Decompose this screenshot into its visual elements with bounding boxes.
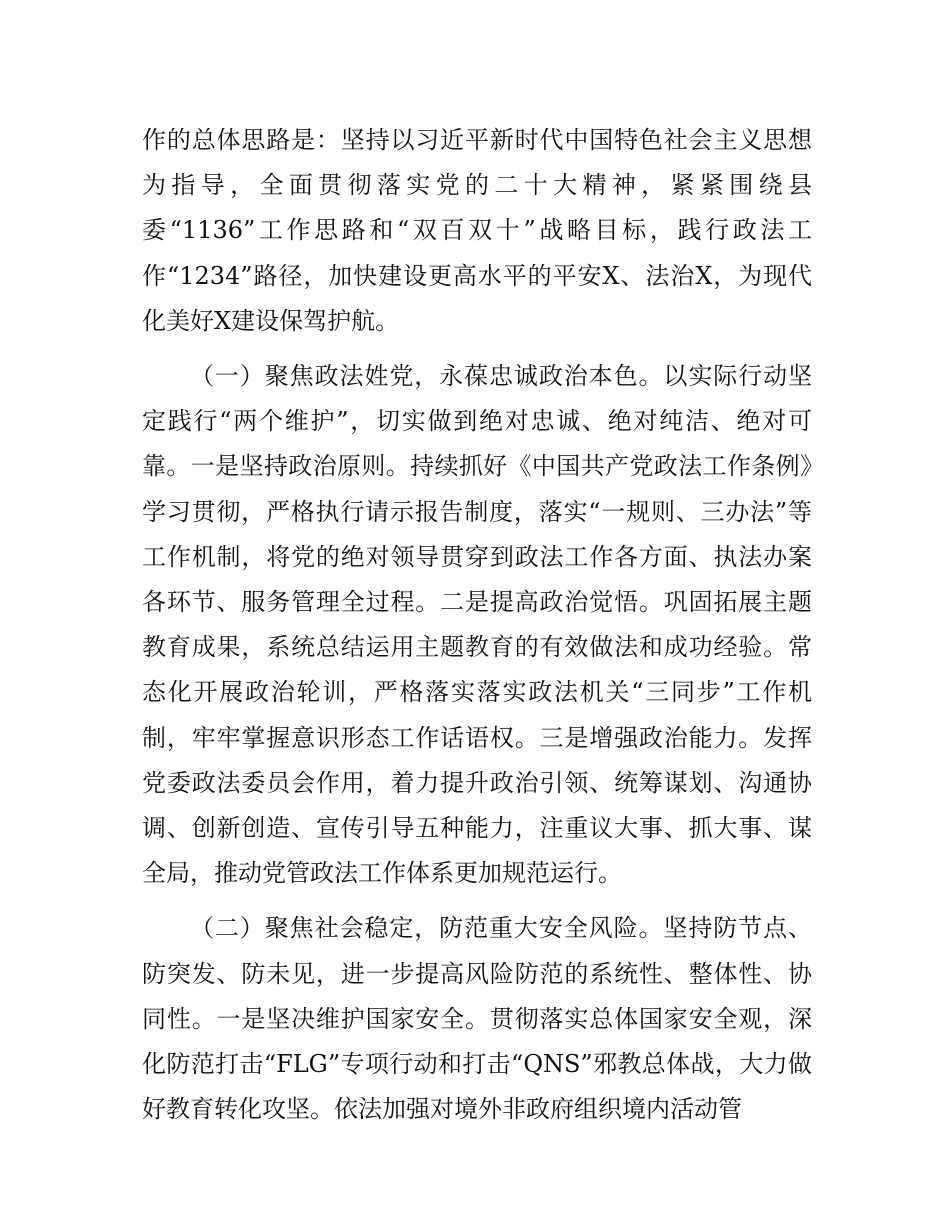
paragraph-section-two: （二）聚焦社会稳定，防范重大安全风险。坚持防节点、防突发、防未见，进一步提高风险防范的系统性、整体性、协同性。一是坚决维护国家安全。贯彻落实总体国家安全观，深化防范打击“FLG”专项行动和打击“QNS”邪教总体战，大力做好教育转化攻坚。依法加强对境外非政府组织境内活动管 (142, 914, 812, 1124)
paragraph-continuation: 作的总体思路是：坚持以习近平新时代中国特色社会主义思想为指导，全面贯彻落实党的二十大精神，紧紧围绕县委“1136”工作思路和“双百双十”战略目标，践行政法工作“1234”路径，加快建设更高水平的平安X、法治X，为现代化美好X建设保驾护航。 (142, 126, 812, 335)
paragraph-section-one: （一）聚焦政法姓党，永葆忠诚政治本色。以实际行动坚定践行“两个维护”，切实做到绝对忠诚、绝对纯洁、绝对可靠。一是坚持政治原则。持续抓好《中国共产党政法工作条例》学习贯彻，严格执行请示报告制度，落实“一规则、三办法”等工作机制，将党的绝对领导贯穿到政法工作各方面、执法办案各环节、服务管理全过程。二是提高政治觉悟。巩固拓展主题教育成果，系统总结运用主题教育的有效做法和成功经验。常态化开展政治轮训，严格落实落实政法机关“三同步”工作机制，牢牢掌握意识形态工作话语权。三是增强政治能力。发挥党委政法委员会作用，着力提升政治引领、统筹谋划、沟通协调、创新创造、宣传引导五种能力，注重议大事、抓大事、谋全局，推动党管政法工作体系更加规范运行。 (142, 362, 812, 888)
document-page (142, 118, 812, 1142)
